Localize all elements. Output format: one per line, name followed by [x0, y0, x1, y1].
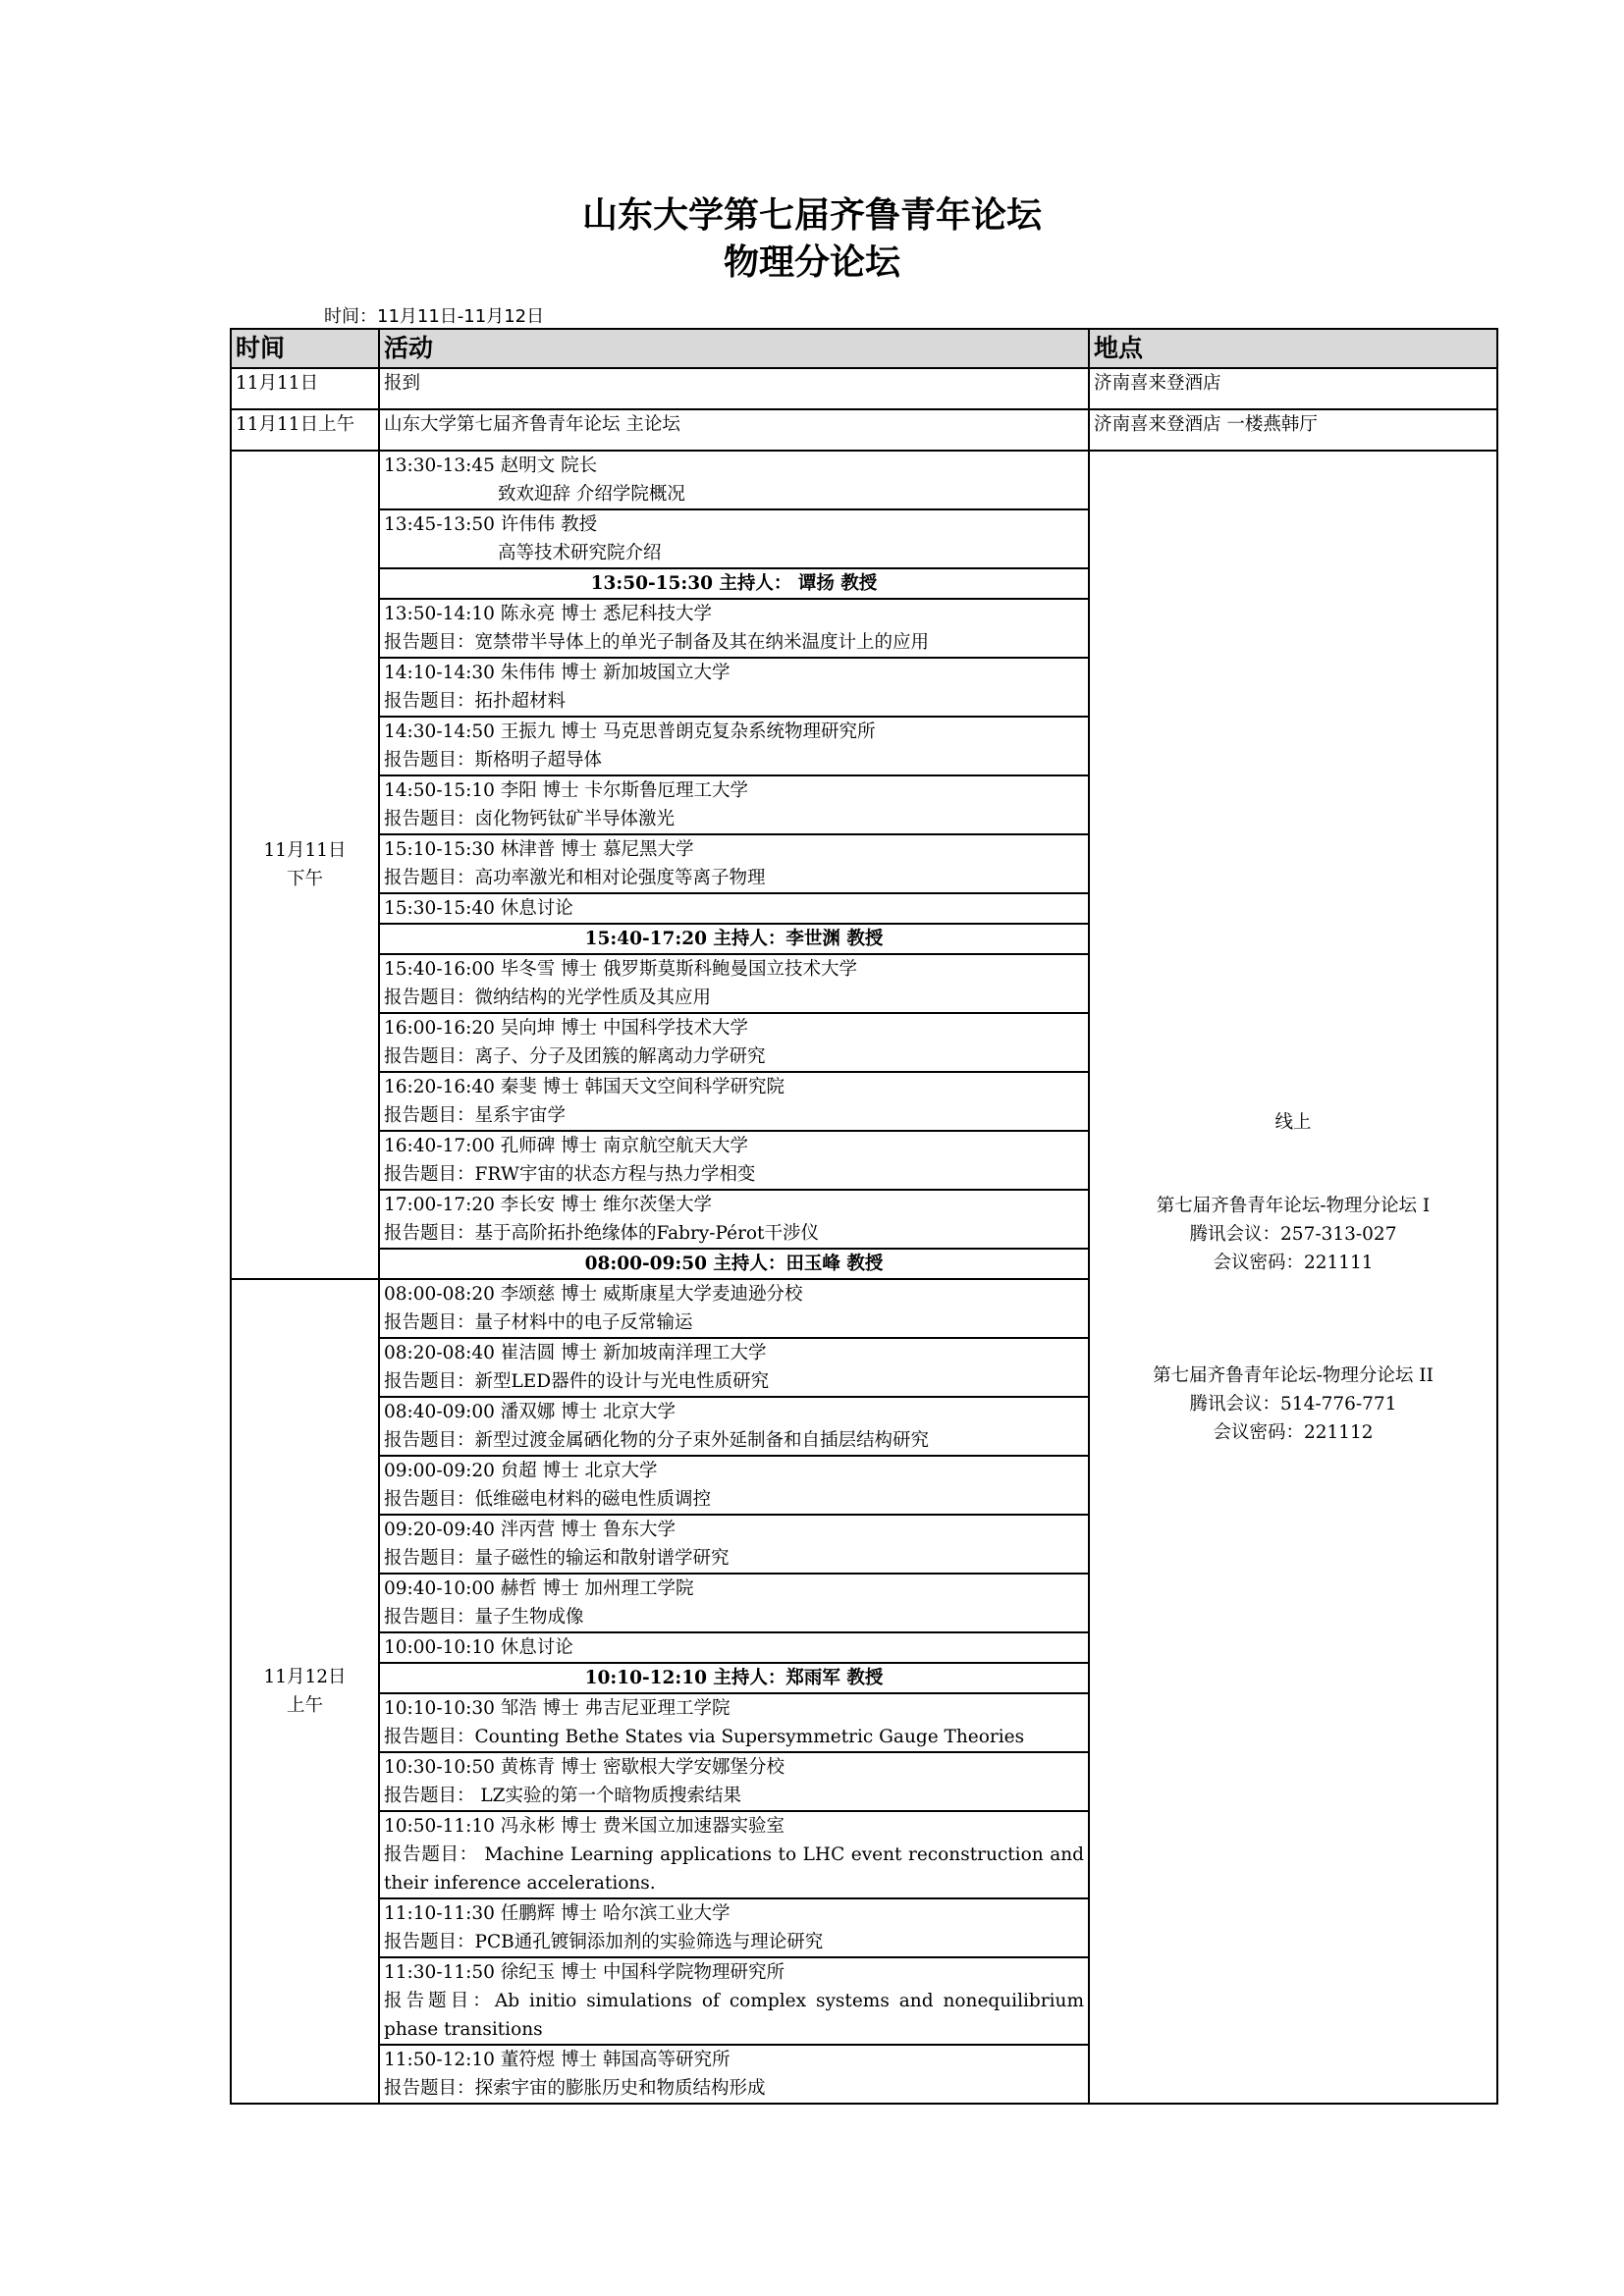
talk-speaker: 09:00-09:20 贠超 博士 北京大学 — [384, 1461, 658, 1481]
talk-title: 报告题目：星系宇宙学 — [384, 1105, 567, 1126]
talk-item — [379, 1072, 1089, 1131]
talk-title: 报告题目：宽禁带半导体上的单光子制备及其在纳米温度计上的应用 — [384, 632, 930, 653]
talk-speaker: 11:30-11:50 徐纪玉 博士 中国科学院物理研究所 — [384, 1962, 785, 1983]
afternoon-label — [231, 451, 379, 1279]
intro-speaker: 13:30-13:45 赵明文 院长 — [384, 455, 598, 476]
talk-title: 报告题目：基于高阶拓扑绝缘体的Fabry-Pérot干涉仪 — [384, 1223, 819, 1244]
forum1-name: 第七届齐鲁青年论坛-物理分论坛 I — [1156, 1195, 1431, 1216]
talk-title: 报告题目：量子生物成像 — [384, 1607, 584, 1628]
talk-item — [379, 1693, 1089, 1752]
session-header: 13:50-15:30 主持人： 谭扬 教授 — [379, 568, 1089, 599]
talk-speaker: 09:20-09:40 泮丙营 博士 鲁东大学 — [384, 1520, 677, 1540]
talk-item — [379, 1752, 1089, 1811]
row-time: 11月11日上午 — [231, 409, 379, 451]
forum2-meeting-id: 腾讯会议：514-776-771 — [1189, 1393, 1397, 1415]
break-item: 15:30-15:40 休息讨论 — [379, 893, 1089, 924]
forum2-password: 会议密码：221112 — [1213, 1421, 1374, 1443]
row-location: 济南喜来登酒店 一楼燕韩厅 — [1089, 409, 1497, 451]
table-row — [231, 368, 1497, 409]
morning-date: 11月12日 — [263, 1667, 347, 1687]
talk-title: 报告题目：Ab initio simulations of complex systems and nonequilibrium phase transitions — [384, 1991, 1084, 2040]
schedule-table — [230, 328, 1498, 2105]
talk-title: 报告题目： Machine Learning applications to LHC event reconstruction and their inference accelerations. — [384, 1844, 1084, 1894]
talk-item — [379, 1898, 1089, 1957]
table-row — [231, 451, 1497, 509]
talk-title: 报告题目：PCB通孔镀铜添加剂的实验筛选与理论研究 — [384, 1932, 824, 1952]
talk-item — [379, 1131, 1089, 1190]
row-location: 济南喜来登酒店 — [1089, 368, 1497, 409]
talk-title: 报告题目：低维磁电材料的磁电性质调控 — [384, 1489, 712, 1510]
talk-speaker: 17:00-17:20 李长安 博士 维尔茨堡大学 — [384, 1195, 713, 1215]
talk-title: 报告题目：新型LED器件的设计与光电性质研究 — [384, 1371, 770, 1392]
talk-speaker: 11:50-12:10 董符煜 博士 韩国高等研究所 — [384, 2050, 731, 2070]
header-location: 地点 — [1089, 329, 1497, 368]
talk-speaker: 10:10-10:30 邹浩 博士 弗吉尼亚理工学院 — [384, 1698, 731, 1719]
talk-title: 报告题目：斯格明子超导体 — [384, 750, 603, 771]
intro-item — [379, 509, 1089, 568]
talk-speaker: 16:00-16:20 吴向坤 博士 中国科学技术大学 — [384, 1018, 749, 1039]
intro-topic: 致欢迎辞 介绍学院概况 — [498, 484, 685, 505]
talk-title: 报告题目：拓扑超材料 — [384, 691, 567, 712]
row-time: 11月11日 — [231, 368, 379, 409]
intro-speaker: 13:45-13:50 许伟伟 教授 — [384, 514, 598, 535]
talk-speaker: 14:10-14:30 朱伟伟 博士 新加坡国立大学 — [384, 663, 731, 683]
header-time: 时间 — [231, 329, 379, 368]
intro-item — [379, 451, 1089, 509]
online-label: 线上 — [1274, 1111, 1312, 1133]
break-item: 10:00-10:10 休息讨论 — [379, 1632, 1089, 1663]
talk-item — [379, 834, 1089, 893]
talk-title: 报告题目：Counting Bethe States via Supersymmetric Gauge Theories — [384, 1727, 1025, 1747]
row-activity: 山东大学第七届齐鲁青年论坛 主论坛 — [379, 409, 1089, 451]
talk-item — [379, 658, 1089, 717]
talk-item — [379, 775, 1089, 834]
talk-title: 报告题目：卤化物钙钛矿半导体激光 — [384, 809, 676, 829]
intro-topic: 高等技术研究院介绍 — [498, 543, 662, 563]
talk-speaker: 16:40-17:00 孔师碑 博士 南京航空航天大学 — [384, 1136, 749, 1156]
talk-title: 报告题目：量子材料中的电子反常输运 — [384, 1312, 693, 1333]
talk-item — [379, 1574, 1089, 1632]
talk-speaker: 11:10-11:30 任鹏辉 博士 哈尔滨工业大学 — [384, 1903, 731, 1924]
header-row — [231, 329, 1497, 368]
talk-item — [379, 599, 1089, 658]
talk-title: 报告题目：FRW宇宙的状态方程与热力学相变 — [384, 1164, 756, 1185]
talk-speaker: 15:40-16:00 毕冬雪 博士 俄罗斯莫斯科鲍曼国立技术大学 — [384, 959, 858, 980]
talk-item — [379, 2045, 1089, 2104]
talk-item — [379, 1515, 1089, 1574]
afternoon-date: 11月11日 — [263, 840, 347, 861]
talk-item — [379, 1456, 1089, 1515]
page-title: 山东大学第七届齐鲁青年论坛 — [581, 195, 1042, 236]
talk-title: 报告题目：离子、分子及团簇的解离动力学研究 — [384, 1046, 766, 1067]
forum1-meeting-id: 腾讯会议：257-313-027 — [1189, 1223, 1397, 1245]
talk-speaker: 15:10-15:30 林津普 博士 慕尼黑大学 — [384, 839, 694, 860]
talk-title: 报告题目：高功率激光和相对论强度等离子物理 — [384, 868, 766, 888]
session-header: 10:10-12:10 主持人：郑雨军 教授 — [379, 1663, 1089, 1693]
talk-speaker: 09:40-10:00 赫哲 博士 加州理工学院 — [384, 1578, 694, 1599]
talk-speaker: 08:00-08:20 李颂慈 博士 威斯康星大学麦迪逊分校 — [384, 1284, 803, 1305]
talk-speaker: 10:50-11:10 冯永彬 博士 费米国立加速器实验室 — [384, 1816, 785, 1837]
talk-speaker: 13:50-14:10 陈永亮 博士 悉尼科技大学 — [384, 604, 713, 624]
header-activity: 活动 — [379, 329, 1089, 368]
talk-speaker: 08:40-09:00 潘双娜 博士 北京大学 — [384, 1402, 677, 1422]
talk-item — [379, 1279, 1089, 1338]
talk-speaker: 14:50-15:10 李阳 博士 卡尔斯鲁厄理工大学 — [384, 780, 749, 801]
talk-item — [379, 717, 1089, 775]
talk-title: 报告题目：探索宇宙的膨胀历史和物质结构形成 — [384, 2078, 766, 2099]
talk-item — [379, 1338, 1089, 1397]
talk-speaker: 10:30-10:50 黄栋青 博士 密歇根大学安娜堡分校 — [384, 1757, 785, 1778]
talk-speaker: 08:20-08:40 崔洁圆 博士 新加坡南洋理工大学 — [384, 1343, 767, 1363]
online-location — [1089, 451, 1497, 2104]
talk-title: 报告题目：微纳结构的光学性质及其应用 — [384, 988, 712, 1008]
talk-item — [379, 1013, 1089, 1072]
forum1-password: 会议密码：221111 — [1213, 1252, 1374, 1273]
session-header: 15:40-17:20 主持人：李世渊 教授 — [379, 924, 1089, 954]
row-activity: 报到 — [379, 368, 1089, 409]
afternoon-period: 下午 — [286, 869, 323, 889]
talk-item — [379, 1811, 1089, 1898]
table-row — [231, 409, 1497, 451]
event-dates: 时间：11月11日-11月12日 — [324, 306, 545, 327]
talk-item — [379, 954, 1089, 1013]
page-subtitle: 物理分论坛 — [723, 242, 900, 283]
session-header: 08:00-09:50 主持人：田玉峰 教授 — [379, 1249, 1089, 1279]
talk-title: 报告题目：量子磁性的输运和散射谱学研究 — [384, 1548, 730, 1569]
morning-period: 上午 — [286, 1695, 323, 1716]
talk-item — [379, 1957, 1089, 2045]
talk-item — [379, 1397, 1089, 1456]
talk-speaker: 14:30-14:50 王振九 博士 马克思普朗克复杂系统物理研究所 — [384, 721, 876, 742]
talk-speaker: 16:20-16:40 秦斐 博士 韩国天文空间科学研究院 — [384, 1077, 785, 1097]
talk-item — [379, 1190, 1089, 1249]
morning-label — [231, 1279, 379, 2104]
talk-title: 报告题目： LZ实验的第一个暗物质搜索结果 — [384, 1786, 742, 1806]
forum2-name: 第七届齐鲁青年论坛-物理分论坛 II — [1153, 1364, 1434, 1386]
talk-title: 报告题目：新型过渡金属硒化物的分子束外延制备和自插层结构研究 — [384, 1430, 930, 1451]
